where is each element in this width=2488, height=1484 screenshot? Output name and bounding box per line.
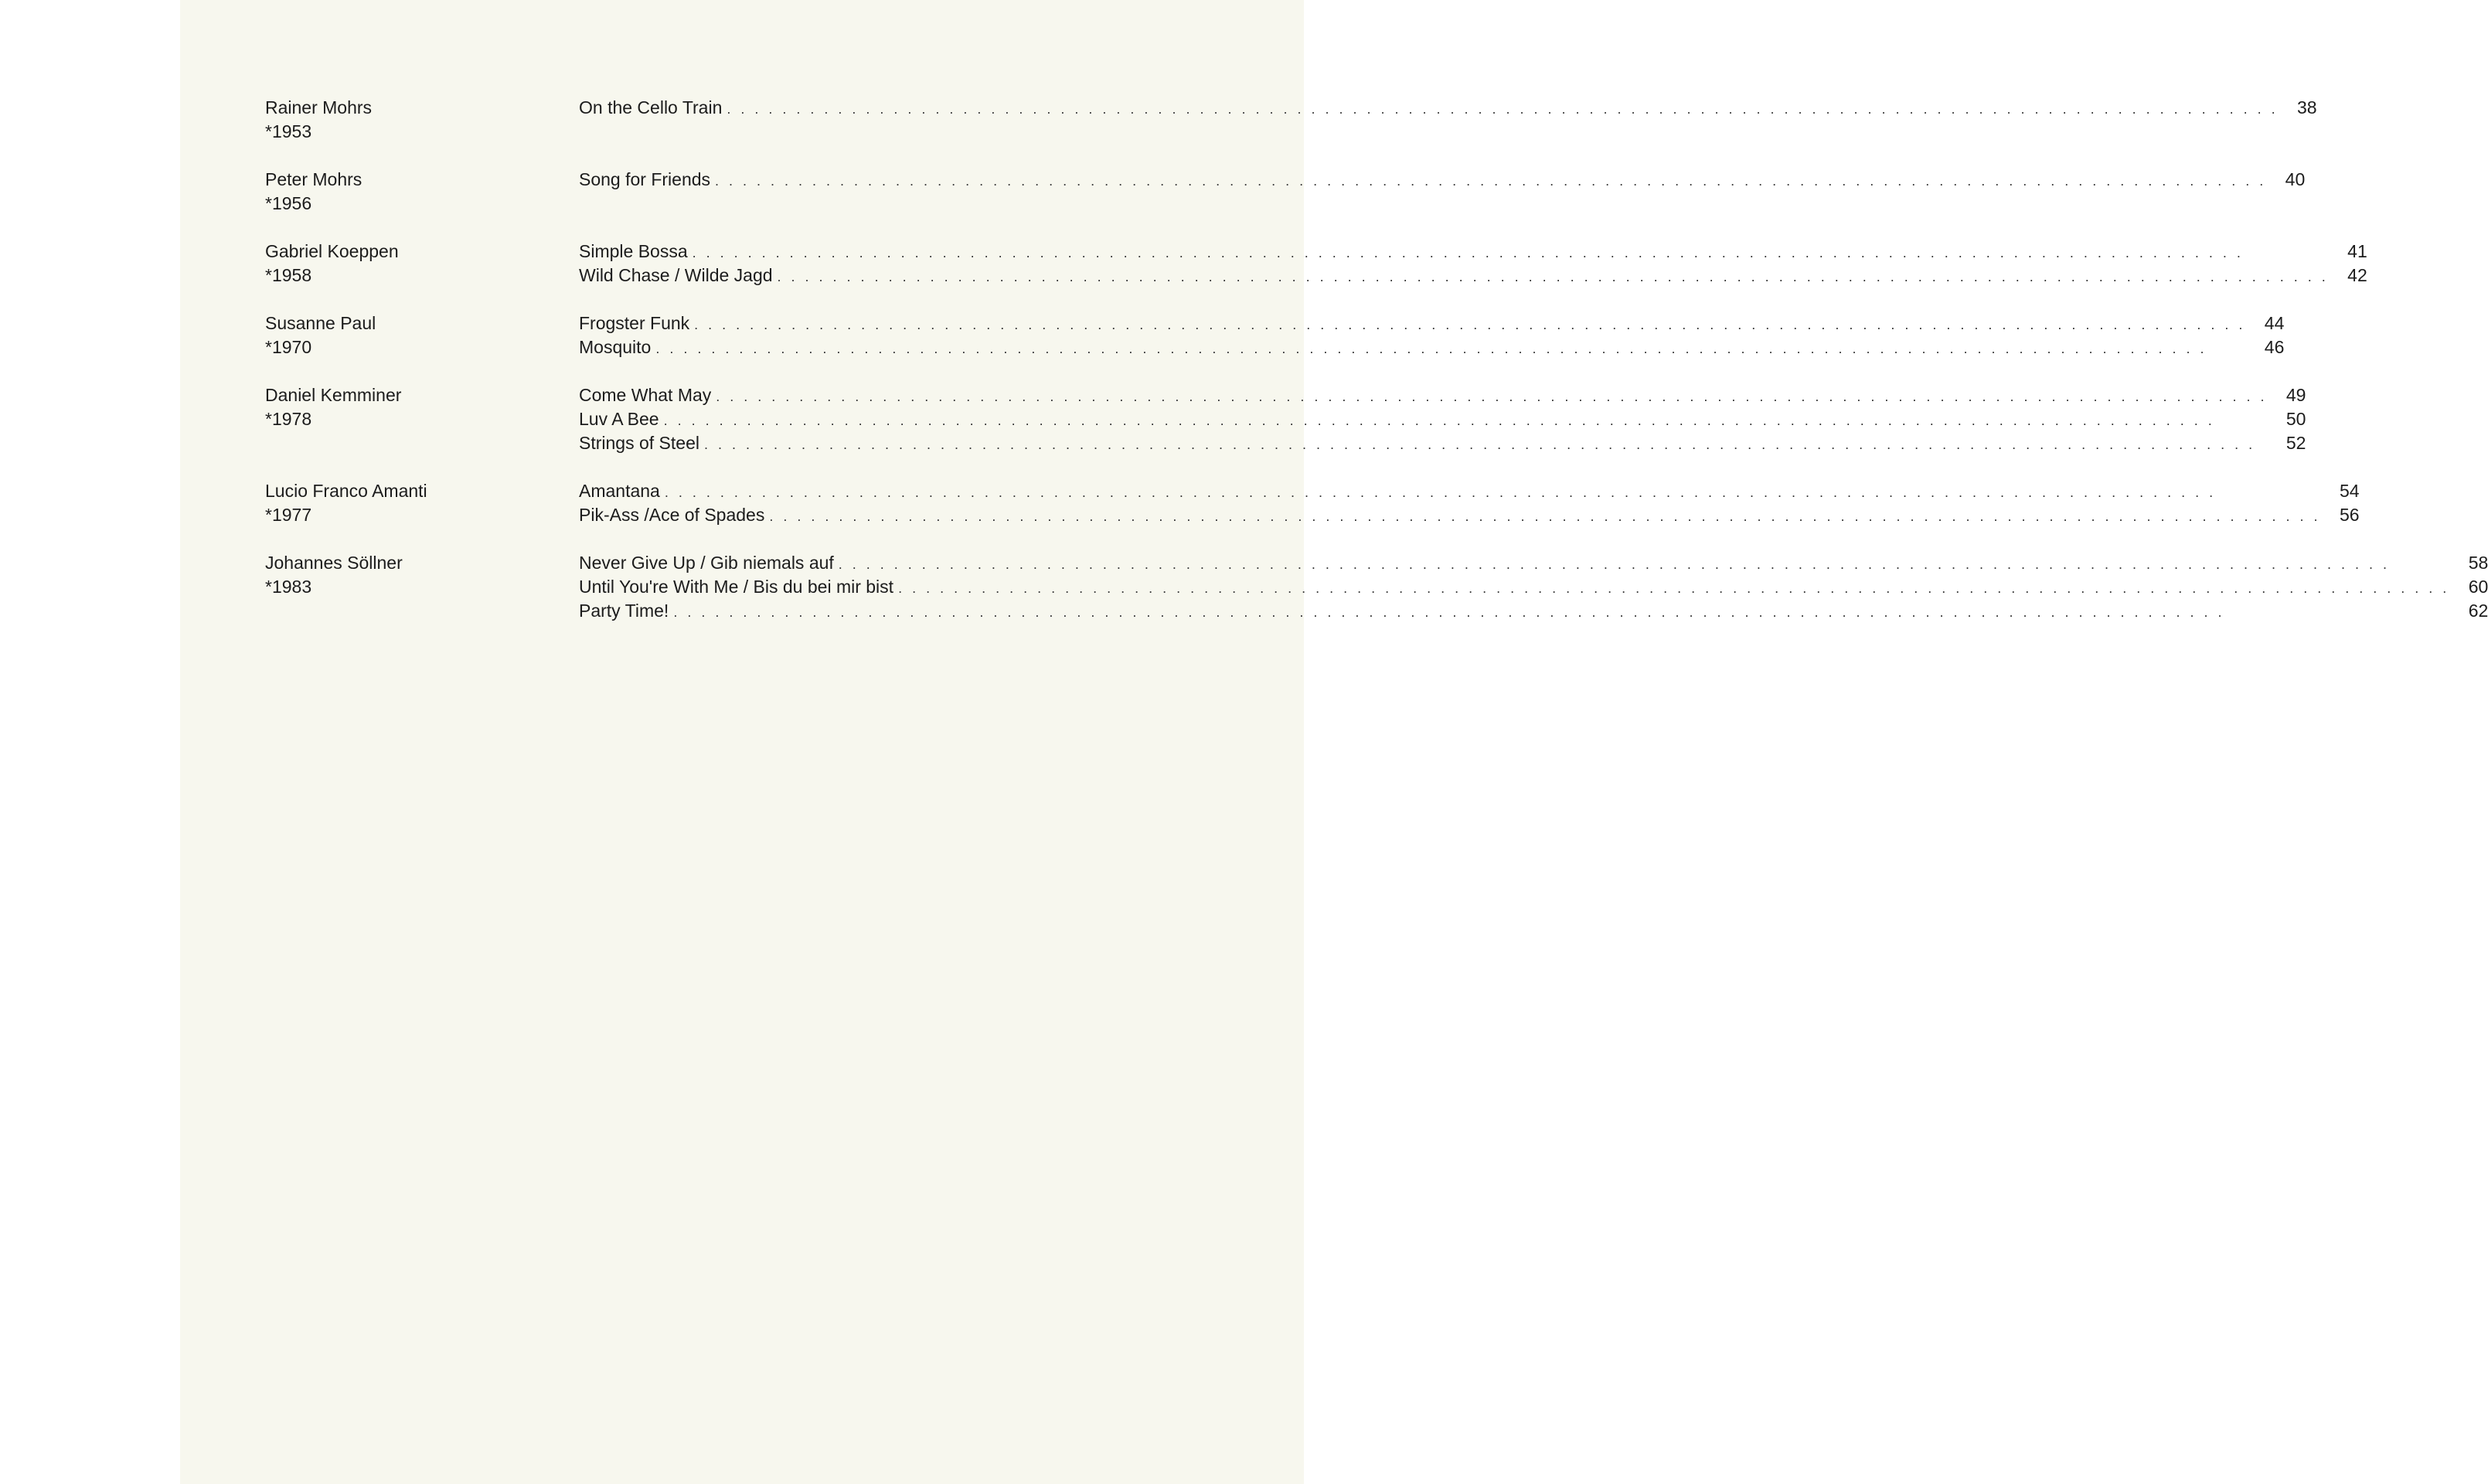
piece-row xyxy=(579,96,2317,120)
composer-birth-year: *1977 xyxy=(265,505,312,525)
page-number: 50 xyxy=(2285,409,2306,429)
composer-birth-year: *1958 xyxy=(265,265,312,285)
dot-leader xyxy=(898,577,2449,601)
toc-entry xyxy=(265,96,2317,144)
dot-leader xyxy=(716,385,2267,409)
toc-entry xyxy=(265,551,2488,623)
piece-title: Song for Friends xyxy=(579,169,711,189)
piece-row xyxy=(579,503,2360,527)
piece-title: Party Time! xyxy=(579,601,669,621)
piece-title: Until You're With Me / Bis du bei mir bist xyxy=(579,577,894,597)
composer-birth-year: *1956 xyxy=(265,193,312,213)
piece-row xyxy=(579,431,2306,455)
dot-leader xyxy=(693,241,2329,265)
composer-name: Gabriel Koeppen xyxy=(265,241,399,261)
piece-row xyxy=(579,407,2306,431)
composer-block xyxy=(265,311,579,359)
page-number: 44 xyxy=(2264,313,2285,333)
dot-leader xyxy=(673,601,2449,625)
piece-row xyxy=(579,240,2367,264)
page-number: 56 xyxy=(2339,505,2360,525)
piece-row xyxy=(579,264,2367,288)
piece-list xyxy=(579,383,2306,455)
piece-title: Frogster Funk xyxy=(579,313,690,333)
piece-title: Luv A Bee xyxy=(579,409,659,429)
composer-name: Rainer Mohrs xyxy=(265,97,373,117)
page-number: 38 xyxy=(2297,97,2317,117)
composer-block xyxy=(265,96,579,144)
piece-list xyxy=(579,479,2360,527)
table-of-contents xyxy=(265,96,2488,647)
piece-title: Never Give Up / Gib niemals auf xyxy=(579,553,834,573)
piece-row xyxy=(579,575,2488,599)
document-page xyxy=(180,0,2488,1484)
dot-leader xyxy=(665,481,2321,505)
piece-title: Pik-Ass /Ace of Spades xyxy=(579,505,765,525)
toc-entry xyxy=(265,240,2367,288)
composer-name: Lucio Franco Amanti xyxy=(265,481,427,501)
piece-row xyxy=(579,168,2305,192)
piece-row xyxy=(579,335,2284,359)
composer-block xyxy=(265,479,579,527)
piece-row xyxy=(579,311,2284,335)
page-number: 46 xyxy=(2264,337,2285,357)
piece-title: Simple Bossa xyxy=(579,241,688,261)
composer-birth-year: *1978 xyxy=(265,409,312,429)
piece-list xyxy=(579,168,2305,216)
piece-title: Strings of Steel xyxy=(579,433,699,453)
piece-list xyxy=(579,551,2488,623)
piece-row xyxy=(579,551,2488,575)
piece-row xyxy=(579,383,2306,407)
toc-entry xyxy=(265,479,2360,527)
composer-block xyxy=(265,551,579,623)
page-number: 54 xyxy=(2339,481,2360,501)
piece-title: Wild Chase / Wilde Jagd xyxy=(579,265,773,285)
dot-leader xyxy=(664,409,2268,433)
dot-leader xyxy=(727,97,2278,121)
piece-list xyxy=(579,311,2284,359)
composer-block xyxy=(265,383,579,455)
piece-title: On the Cello Train xyxy=(579,97,723,117)
composer-block xyxy=(265,168,579,216)
composer-birth-year: *1953 xyxy=(265,121,312,141)
page-number: 49 xyxy=(2285,385,2306,405)
page-number: 41 xyxy=(2347,241,2367,261)
composer-block xyxy=(265,240,579,288)
page-number: 60 xyxy=(2468,577,2488,597)
composer-name: Susanne Paul xyxy=(265,313,376,333)
composer-name: Peter Mohrs xyxy=(265,169,362,189)
page-number: 52 xyxy=(2285,433,2306,453)
dot-leader xyxy=(839,553,2449,577)
composer-birth-year: *1970 xyxy=(265,337,312,357)
piece-title: Mosquito xyxy=(579,337,652,357)
dot-leader xyxy=(694,313,2245,337)
piece-title: Come What May xyxy=(579,385,712,405)
page-number: 42 xyxy=(2347,265,2367,285)
composer-name: Daniel Kemminer xyxy=(265,385,402,405)
toc-entry xyxy=(265,311,2285,359)
toc-entry xyxy=(265,383,2306,455)
piece-list xyxy=(579,96,2317,144)
dot-leader xyxy=(655,337,2245,361)
piece-row xyxy=(579,479,2360,503)
page-number: 58 xyxy=(2468,553,2488,573)
dot-leader xyxy=(778,265,2329,289)
dot-leader xyxy=(704,433,2268,457)
page-number: 62 xyxy=(2468,601,2488,621)
dot-leader xyxy=(715,169,2266,193)
composer-name: Johannes Söllner xyxy=(265,553,403,573)
composer-birth-year: *1983 xyxy=(265,577,312,597)
piece-title: Amantana xyxy=(579,481,660,501)
piece-row xyxy=(579,599,2488,623)
dot-leader xyxy=(769,505,2320,529)
piece-list xyxy=(579,240,2367,288)
page-number: 40 xyxy=(2285,169,2306,189)
toc-entry xyxy=(265,168,2306,216)
